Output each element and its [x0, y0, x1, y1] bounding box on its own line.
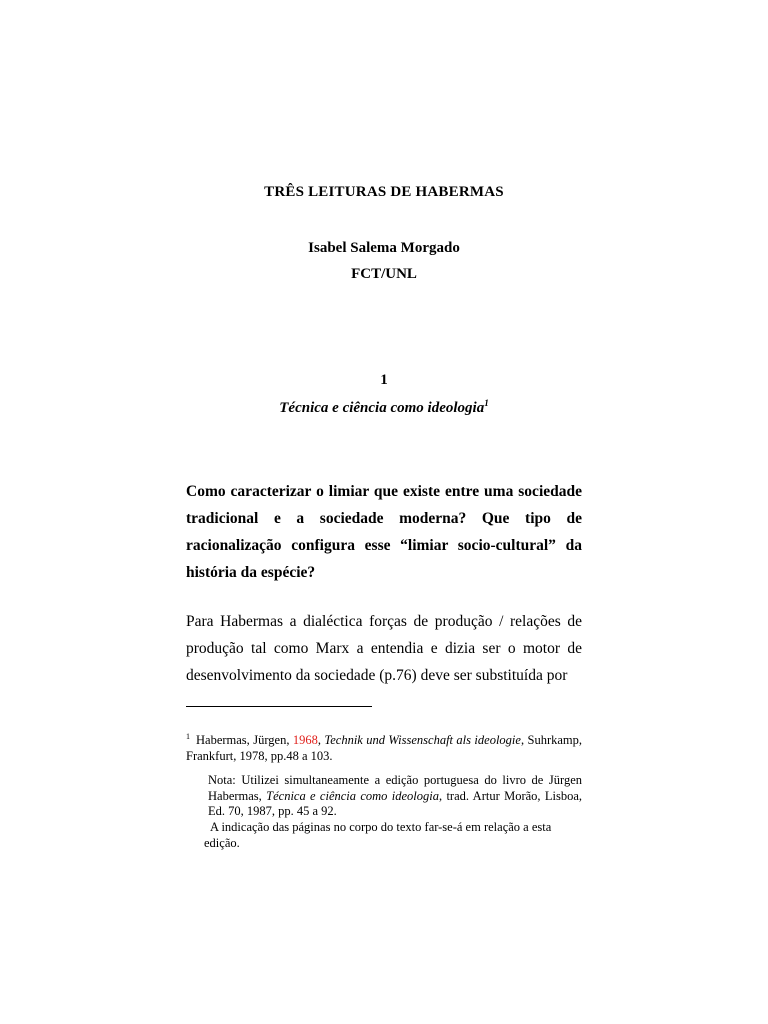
document-title: TRÊS LEITURAS DE HABERMAS [264, 184, 504, 200]
footnote-author: Habermas, Jürgen, [196, 733, 290, 748]
section-title-text: Técnica e ciência como ideologia [279, 400, 485, 416]
footnote-marker: 1 [186, 732, 190, 741]
footnote [186, 729, 582, 764]
footnote-year: 1968 [292, 733, 318, 748]
translation-note [208, 773, 582, 820]
note-line2: A indicação das páginas no corpo do texto far-se-á em relação a esta [210, 820, 552, 834]
footnote-reference[interactable]: 1 [484, 398, 489, 408]
body-paragraph: Para Habermas a dialéctica forças de produção / relações de produção tal como Marx a entendia e dizia ser o motor de desenvolvimento da sociedade (p.76) deve ser substituída por [186, 613, 582, 684]
section-title [0, 398, 768, 417]
footnote-divider [186, 706, 372, 707]
author-name: Isabel Salema Morgado [308, 240, 460, 256]
author-affiliation: FCT/UNL [351, 266, 417, 282]
footnote-sep: , [317, 733, 321, 748]
note-book-title: Técnica e ciência como ideologia [266, 788, 439, 803]
section-number: 1 [380, 372, 388, 388]
footnote-rest: , Suhrkamp, Frankfurt, 1978, pp.48 a 103. [186, 733, 583, 764]
page-reference-note [186, 820, 582, 851]
note-line1: Nota: Utilizei simultaneamente a edição portuguesa do livro de Jürgen Habermas, [208, 773, 582, 803]
note-line1-rest: , trad. Artur Morão, Lisboa, Ed. 70, 1987, pp. 45 a 92. [208, 788, 583, 818]
opening-question: Como caracterizar o limiar que existe entre uma sociedade tradicional e a sociedade moderna? Que tipo de racionalização configura esse “limiar socio-cultural” da história da espécie? [186, 483, 582, 581]
footnote-book-title: Technik und Wissenschaft als ideologie [324, 733, 521, 748]
note-line3: edição. [204, 835, 240, 850]
